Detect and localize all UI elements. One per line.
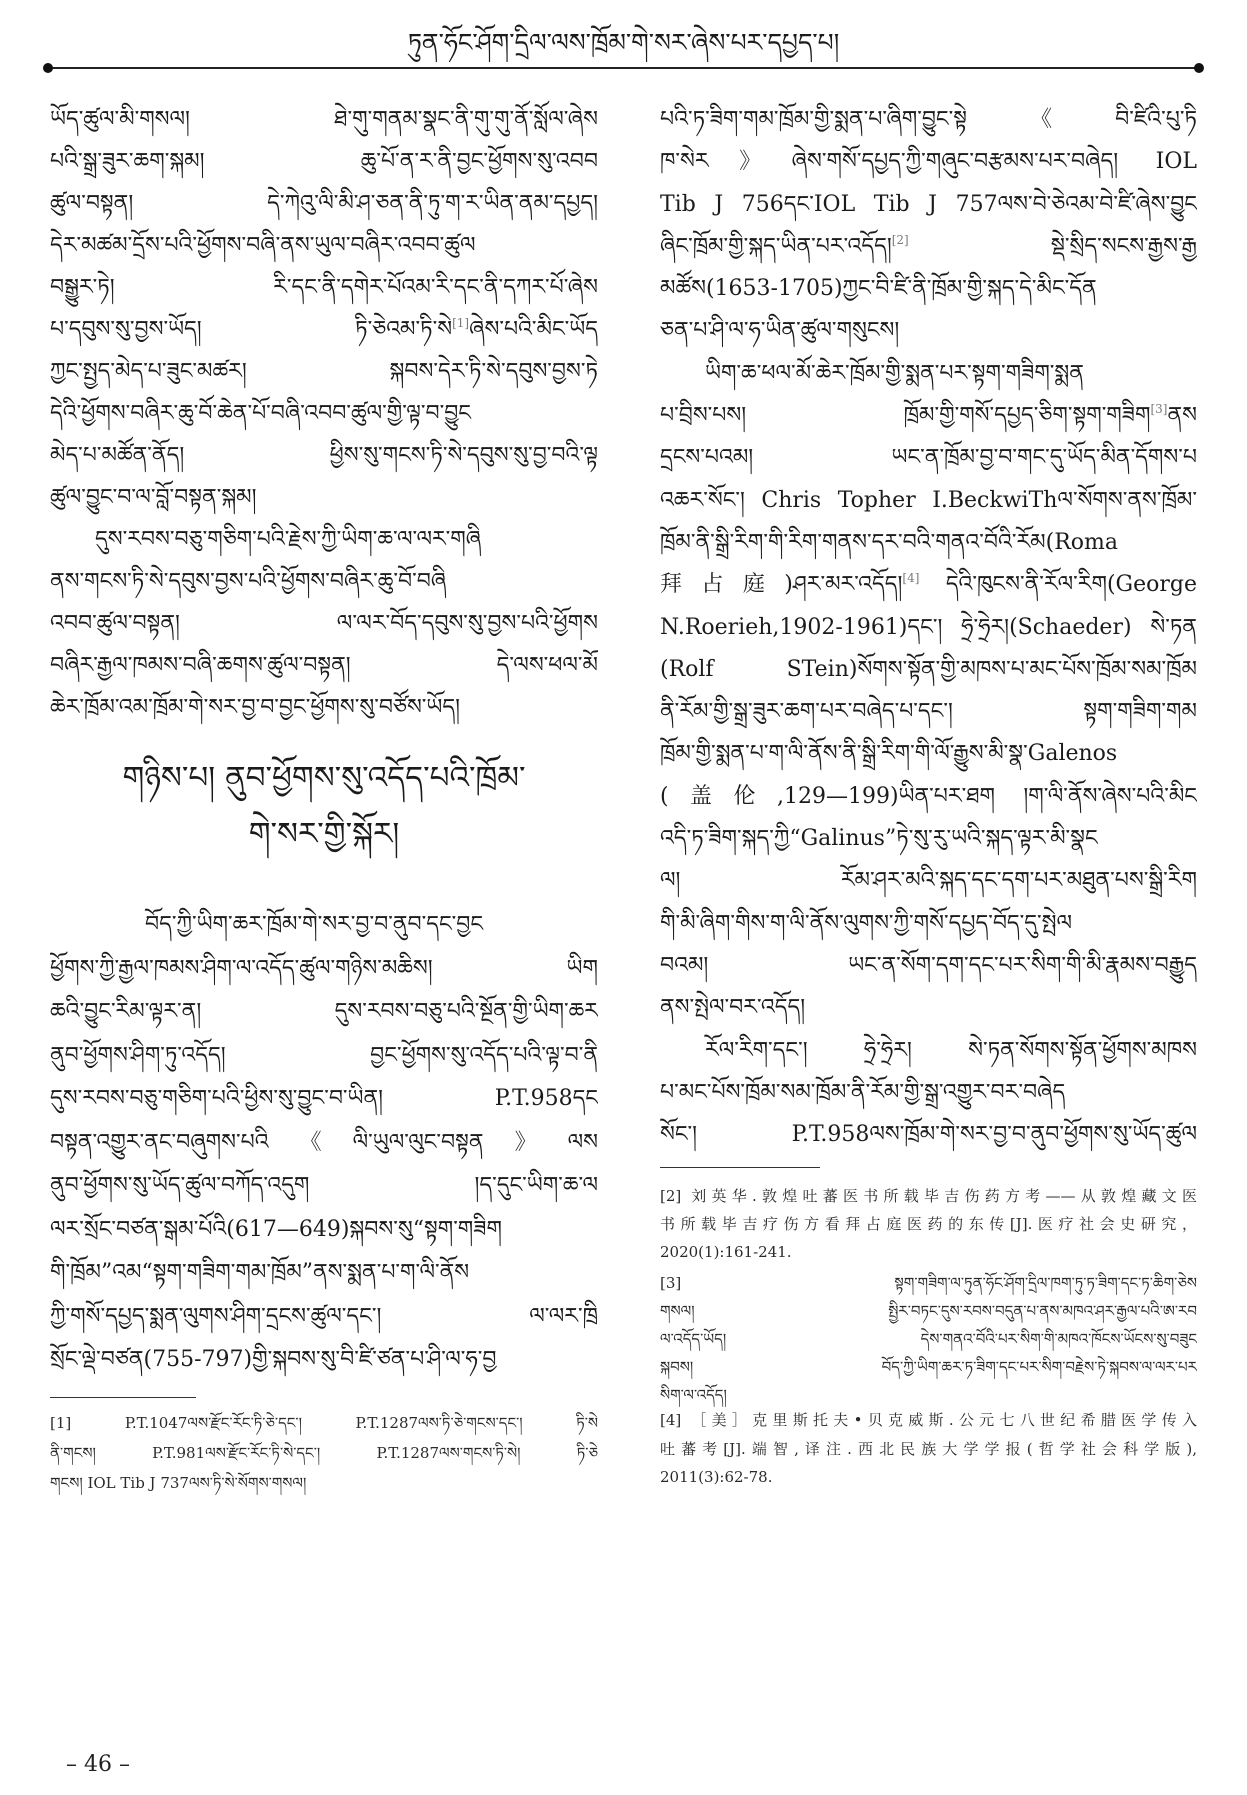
header-rule-dot-left	[43, 63, 53, 73]
text-segment: པ་བྲིས་པས། ཁྲོམ་གྱི་གསོ་དཔྱད་ཅིག་སྟག་གཟིག	[660, 403, 1151, 429]
text-line: བོད་ཀྱི་ཡིག་ཆར་ཁྲོམ་གེ་སར་བྱ་བ་ནུབ་དང་བྱང	[145, 912, 484, 937]
right-column-text	[660, 99, 1197, 1156]
left-column-text	[50, 99, 598, 729]
footnote-reference: [1]	[452, 316, 470, 330]
text-line: [3] སྟག་གཟིག་ལ་ཏུན་ཧོང་ཤོག་དྲིལ་ཁག་ཏུ་ཏ་ཟིག་དང་ཏ་ཆིག་ཅེས	[660, 1274, 1197, 1292]
text-line: ཁྲོམ་གྱི་སྨན་པ་ག་ལི་ནོས་ནི་སྒྲི་རིག་གི་ལོ་རྒྱུས་མི་སྣ་Galenos	[660, 741, 1118, 767]
text-line: གི་ཁྲོམ”འམ“སྟག་གཟིག་གམ་ཁྲོམ”ནས་སྨན་པ་ག་ལི་ནོས	[50, 1260, 470, 1285]
text-line: ཀྱང་སྤྱད་མེད་པ་ཟུང་མཚར། སྐབས་དེར་ཏི་སེ་དབུས་བྱས་ཏེ	[50, 359, 598, 384]
text-line	[660, 564, 1197, 606]
text-line: (盖伦,129—199)ཡིན་པར་ཐག །ག་ལི་ནོས་ཞེས་པའི་མིང	[660, 783, 1197, 809]
text-line: དེར་མཚམ་དྲོས་པའི་ཕྱོགས་བཞི་ནས་ཡུལ་བཞིར་འབབ་ཚུལ	[50, 233, 476, 258]
text-line: 吐蕃考[J].端智,译注.西北民族大学学报(哲学社会科学版),	[660, 1439, 1197, 1458]
text-line: འཆར་སོང་། Chris Topher I.BeckwiThལ་སོགས་ནས་ཁྲོམ་	[660, 487, 1197, 513]
text-line	[50, 309, 598, 351]
paragraph	[660, 1030, 1197, 1157]
text-line: རོལ་རིག་དང་། ཧྲེ་ཧྲེར། སེ་ཏན་སོགས་སྟོན་ཕྱོགས་མཁས	[705, 1037, 1197, 1063]
footnote	[50, 1408, 598, 1498]
text-line: བཞིར་རྒྱལ་ཁམས་བཞི་ཆགས་ཚུལ་བསྟན། དེ་ལས་ཕལ་མོ	[50, 653, 598, 678]
section-heading	[50, 750, 598, 862]
footnote-text	[660, 1182, 1197, 1266]
text-line: བསྟན་འགྱུར་ནང་བཞུགས་པའི《ལི་ཡུལ་ལུང་བསྟན》ལས	[50, 1129, 598, 1155]
paragraph	[50, 519, 598, 729]
text-line: བསྒྱུར་ཏེ། རི་དང་ནི་དགེར་པོའམ་རི་དང་ནི་དཀར་པོ་ཞེས	[50, 275, 598, 300]
footnote	[660, 1269, 1197, 1409]
text-line: པ་མང་པོས་ཁྲོམ་སམ་ཁྲོམ་ནི་རོམ་གྱི་སྒྲ་འགྱུར་བར་བཞེད	[660, 1079, 1066, 1105]
text-line: ཚུལ་བྱུང་བ་ལ་བློ་བསྟན་སྐམ།	[50, 485, 257, 510]
text-line: སྲོང་ལྡེ་བཙན(755-797)གྱི་སྐབས་སུ་བི་ཛི་ཙན་པ་ཤི་ལ་ཧ་བྱ	[50, 1347, 497, 1372]
text-line: ཚུལ་བསྟན། དེ་ཀེའུ་ལི་མི་ཤ་ཅན་ནི་ཏུ་ག་ར་ཡིན་ནམ་དཔྱད།	[50, 191, 598, 216]
paragraph	[660, 353, 1197, 1030]
text-line: གི་མི་ཞིག་གིས་ག་ལི་ནོས་ལུགས་ཀྱི་གསོ་དཔྱད་བོད་དུ་སྤེལ	[660, 910, 1073, 936]
text-line: དུས་རབས་བཅུ་གཅིག་པའི་རྗེས་ཀྱི་ཡིག་ཆ་ལ་ལར་གཞི	[95, 527, 482, 552]
text-line	[660, 395, 1197, 437]
text-line: 书所载毕吉疗伤方看拜占庭医药的东传[J].医疗社会史研究，	[660, 1215, 1197, 1233]
text-line: ལར་སྲོང་བཙན་སྒམ་པོའི(617—649)སྐབས་སུ“སྟག་གཟིག	[50, 1216, 502, 1242]
text-segment: ཞིང་ཁྲོམ་གྱི་སྐད་ཡིན་པར་འདོད།	[660, 233, 892, 259]
text-line: [1] P.T.1047ལས་རྫོང་རོང་ཏི་ཅེ་དང་། P.T.1287ལས་ཏི་ཅེ་གངས་དང་། ཏི་སེ	[50, 1414, 598, 1432]
text-line: N.Roerieh,1902-1961)དང་། ཧྲེ་ཧྲེར།(Schaeder) སེ་ཏན	[660, 614, 1197, 640]
text-line: སོང་། P.T.958ལས་ཁྲོམ་གེ་སར་བྱ་བ་ནུབ་ཕྱོགས་སུ་ཡོད་ཚུལ	[660, 1122, 1197, 1148]
text-line: སྐབས། བོད་ཀྱི་ཡིག་ཆར་ཏ་ཟིག་དང་པར་སིག་བརྗེས་ཏེ་སྐབས་ལ་ལར་པར	[660, 1358, 1197, 1376]
paragraph	[50, 903, 598, 1382]
text-line: དེའི་ཕྱོགས་བཞིར་ཆུ་བོ་ཆེན་པོ་བཞི་འབབ་ཚུལ་གྱི་ལྟ་བ་བྱུང	[50, 401, 471, 426]
header-rule-dot-right	[1194, 63, 1204, 73]
text-line: ནས་གངས་ཏི་སེ་དབུས་བྱས་པའི་ཕྱོགས་བཞིར་ཆུ་བོ་བཞི	[50, 569, 447, 594]
text-line: ནས་སྤེལ་བར་འདོད།	[660, 995, 806, 1021]
running-header-title: ཏུན་ཧོང་ཤོག་དྲིལ་ལས་ཁྲོམ་གེ་སར་ཞེས་པར་དཔྱད་པ།	[407, 28, 840, 57]
text-line: ཆའི་བྱུང་རིམ་ལྟར་ན། དུས་རབས་བཅུ་པའི་སྔོན་གྱི་ཡིག་ཆར	[50, 999, 598, 1024]
paragraph	[660, 99, 1197, 353]
text-line: མཚོས(1653-1705)ཀྱང་བི་ཛི་ནི་ཁྲོམ་གྱི་སྐད་དེ་མིང་དོན	[660, 276, 1097, 302]
footnote	[660, 1182, 1197, 1266]
text-segment: དེའི་ཁུངས་ནི་རོལ་རིག(George	[919, 572, 1197, 598]
text-line: ཀྱི་གསོ་དཔྱད་སྨན་ལུགས་ཤིག་དྲངས་ཚུལ་དང་། ལ་ལར་ཁྲི	[50, 1303, 598, 1329]
footnote-divider	[660, 1167, 820, 1168]
text-line: པའི་ཏ་ཟིག་གམ་ཁྲོམ་གྱི་སྨན་པ་ཞིག་བྱུང་སྟེ《བི་ཛིའི་པུ་ཏི	[660, 107, 1197, 132]
header-rule	[48, 67, 1200, 69]
text-line: ལ་འདོད་ཡོད། དེས་གནའ་བོའི་པར་སིག་གི་མཁའ་ཁོངས་ཡོངས་སུ་བཟུང	[660, 1330, 1197, 1348]
page-number: – 46 –	[66, 1752, 130, 1777]
text-line: [2] 刘英华.敦煌吐蕃医书所载毕吉伤药方考——从敦煌藏文医	[660, 1187, 1197, 1205]
text-line: Tib J 756དང་IOL Tib J 757ལས་བེ་ཅེའམ་བེ་ཛི་ཞེས་བྱུང	[660, 191, 1197, 217]
text-line: ཡོད་ཚུལ་མི་གསལ། ཐེ་གུ་གནམ་སྣང་ནི་གུ་གུ་ནོ་སློལ་ཞེས	[50, 107, 598, 132]
text-line: ཅན་པ་ཤི་ལ་ཧ་ཡིན་ཚུལ་གསུངས།	[660, 318, 900, 344]
text-line: གངས། IOL Tib J 737ལས་ཏི་སེ་སོགས་གསལ།	[50, 1474, 307, 1492]
text-line: བའམ། ཡང་ན་སོག་དག་དང་པར་སིག་གི་མི་རྣམས་བརྒྱུད	[660, 952, 1197, 978]
text-line: 2020(1):161-241.	[660, 1243, 792, 1261]
text-segment: 拜占庭)ཤར་མར་འདོད།	[660, 572, 903, 598]
text-line: གཉིས་པ། ནུབ་ཕྱོགས་སུ་འདོད་པའི་ཁྲོམ་	[122, 760, 526, 796]
text-line: གསལ། སྤྱིར་བཏང་དུས་རབས་བདུན་པ་ནས་མཁའ་ཤར་རྒྱལ་པའི་ཨ་རབ	[660, 1302, 1197, 1320]
footnote-reference: [2]	[891, 232, 909, 247]
text-line	[660, 226, 1197, 268]
text-segment: པ་དབུས་སུ་བྱས་ཡོད། ཏི་ཅེའམ་ཏི་སེ	[50, 317, 453, 342]
text-line: ཁ་སེར》ཞེས་གསོ་དཔྱད་ཀྱི་གཞུང་བརྩམས་པར་བཞེད། IOL	[660, 149, 1197, 175]
text-segment: སྡེ་སྲིད་སངས་རྒྱས་རྒྱ	[908, 233, 1197, 259]
text-line: (Rolf STein)སོགས་སྟོན་གྱི་མཁས་པ་མང་པོས་ཁྲོམ་སམ་ཁྲོམ	[660, 656, 1197, 682]
text-line: ནུབ་ཕྱོགས་ཤིག་ཏུ་འདོད། བྱང་ཕྱོགས་སུ་འདོད་པའི་ལྟ་བ་ནི	[50, 1042, 598, 1068]
text-line: ཁྲོམ་ནི་སྒྲི་རིག་གི་རིག་གནས་དར་བའི་གནའ་བོའི་རོམ(Roma	[660, 529, 1118, 555]
text-line: པའི་སྒྲ་ཟུར་ཆག་སྐམ། ཆུ་པོ་ན་ར་ནི་བྱང་ཕྱོགས་སུ་འབབ	[50, 149, 598, 174]
text-line: ནི་གངས། P.T.981ལས་རྫོང་རོང་ཏི་སེ་དང་། P.T.1287ལས་གངས་ཏི་སེ། ཏི་ཅེ	[50, 1444, 598, 1462]
text-line: འབབ་ཚུལ་བསྟན། ལ་ལར་བོད་དབུས་སུ་བྱས་པའི་ཕྱོགས	[50, 611, 598, 636]
footnote	[660, 1406, 1197, 1492]
text-line: 2011(3):62-78.	[660, 1468, 773, 1486]
text-line: སིག་ལ་འདོད།	[660, 1386, 727, 1404]
text-line: མེད་པ་མཚོན་ནོད། ཕྱིས་སུ་གངས་ཏི་སེ་དབུས་སུ་བྱ་བའི་ལྟ	[50, 443, 598, 468]
paragraph	[50, 99, 598, 519]
left-column-text	[50, 903, 598, 1382]
text-line: དུས་རབས་བཅུ་གཅིག་པའི་ཕྱིས་སུ་བྱུང་བ་ཡིན། P.T.958དང	[50, 1086, 598, 1111]
text-segment: ནས	[1167, 403, 1197, 429]
text-line: ཕྱོགས་ཀྱི་རྒྱལ་ཁམས་ཤིག་ལ་འདོད་ཚུལ་གཉིས་མཆིས། ཡིག	[50, 955, 598, 981]
footnote-text	[50, 1408, 598, 1498]
footnote-reference: [4]	[902, 571, 920, 586]
section-heading-text	[50, 750, 598, 862]
text-line: ལ། རོམ་ཤར་མའི་སྐད་དང་དག་པར་མཐུན་པས་སྒྲི་རིག	[660, 868, 1197, 894]
text-line: ཡིག་ཆ་ཕལ་མོ་ཆེར་ཁྲོམ་གྱི་སྨན་པར་སྟག་གཟིག་སྨན	[705, 360, 1084, 386]
footnote-text	[660, 1269, 1197, 1409]
text-line: ཆེར་ཁྲོམ་འམ་ཁྲོམ་གེ་སར་བྱ་བ་བྱང་ཕྱོགས་སུ་བཙོས་ཡོད།	[50, 695, 460, 720]
text-line: [4] ［美］克里斯托夫•贝克威斯.公元七八世纪希腊医学传入	[660, 1411, 1197, 1429]
text-line: དྲངས་པའམ། ཡང་ན་ཁྲོམ་བྱ་བ་གང་དུ་ཡོད་མིན་དོགས་པ	[660, 445, 1197, 471]
text-line: ནི་རོམ་གྱི་སྒྲ་ཟུར་ཆག་པར་བཞེད་པ་དང་། སྟག་གཟིག་གམ	[660, 699, 1197, 725]
text-line: གེ་སར་གྱི་སྐོར།	[248, 816, 400, 852]
footnote-reference: [3]	[1150, 402, 1168, 417]
footnote-divider	[50, 1397, 196, 1398]
text-line: ནུབ་ཕྱོགས་སུ་ཡོད་ཚུལ་བཀོད་འདུག །ད་དུང་ཡིག་ཆ་ལ	[50, 1173, 598, 1198]
text-segment: ཞེས་པའི་མིང་ཡོད	[469, 317, 598, 342]
footnote-text	[660, 1406, 1197, 1492]
text-line: འདི་ཏ་ཟིག་སྐད་ཀྱི“Galinus”ཏེ་སུ་རུ་ཡའི་སྐད་ལྟར་མི་སྣང	[660, 826, 1098, 852]
